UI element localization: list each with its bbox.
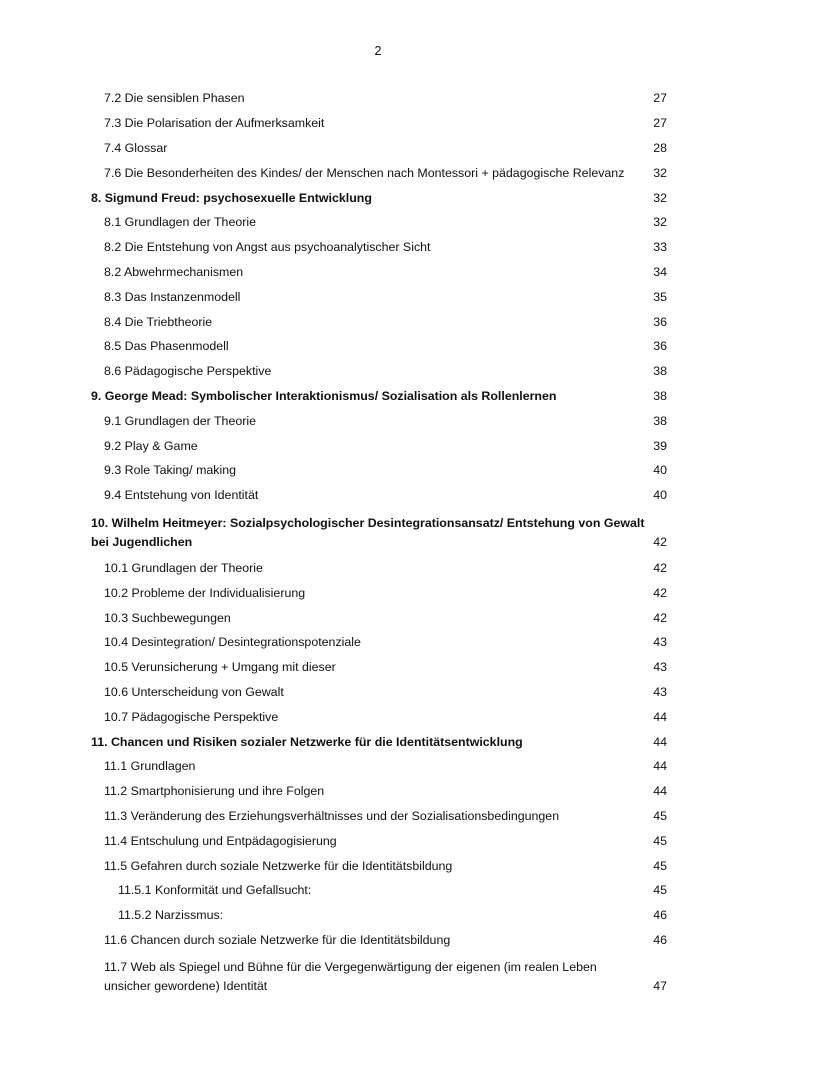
toc-entry-page: 45 <box>653 858 667 873</box>
toc-entry-page: 40 <box>653 463 667 478</box>
toc-entry[interactable] <box>91 384 667 409</box>
toc-entry-page: 40 <box>653 488 667 503</box>
toc-entry-title: 11.5.2 Narzissmus: <box>118 908 224 923</box>
toc-entry-page: 47 <box>653 979 667 994</box>
toc-entry[interactable] <box>91 458 667 483</box>
toc-entry-title: 8.5 Das Phasenmodell <box>104 339 229 354</box>
toc-entry-page: 32 <box>653 215 667 230</box>
toc-entry-page: 44 <box>653 734 667 749</box>
toc-entry-title: 8.2 Abwehrmechanismen <box>104 264 244 279</box>
toc-entry-title: 10.2 Probleme der Individualisierung <box>104 585 306 600</box>
toc-entry[interactable] <box>91 508 667 556</box>
toc-entry[interactable] <box>91 160 667 185</box>
toc-entry[interactable] <box>91 729 667 754</box>
toc-entry-title: 10.6 Unterscheidung von Gewalt <box>104 684 284 699</box>
toc-entry-title: 9.1 Grundlagen der Theorie <box>104 413 257 428</box>
toc-entry-page: 32 <box>653 165 667 180</box>
toc-entry-title: 8.6 Pädagogische Perspektive <box>104 364 272 379</box>
toc-entry-title: 10.7 Pädagogische Perspektive <box>104 709 279 724</box>
toc-entry-title: 11.5.1 Konformität und Gefallsucht: <box>118 883 312 898</box>
toc-entry-page: 38 <box>653 413 667 428</box>
toc-entry-title: 11.4 Entschulung und Entpädagogisierung <box>104 833 337 848</box>
toc-entry[interactable] <box>91 779 667 804</box>
toc-entry[interactable] <box>91 630 667 655</box>
toc-entry-title: 11.5 Gefahren durch soziale Netzwerke für die Identitätsbildung <box>104 858 453 873</box>
toc-entry-page: 45 <box>653 833 667 848</box>
toc-entry[interactable] <box>91 903 667 928</box>
toc-entry-title: 8.2 Die Entstehung von Angst aus psychoanalytischer Sicht <box>104 240 431 255</box>
toc-entry-title: 11.3 Veränderung des Erziehungsverhältnisses und der Sozialisationsbedingungen <box>104 808 560 823</box>
toc-entry-page: 44 <box>653 759 667 774</box>
toc-entry-page: 32 <box>653 190 667 205</box>
toc-entry[interactable] <box>91 853 667 878</box>
toc-entry-page: 45 <box>653 808 667 823</box>
toc-entry[interactable] <box>91 235 667 260</box>
toc-entry-title: 10.1 Grundlagen der Theorie <box>104 560 263 575</box>
toc-entry-title: 7.6 Die Besonderheiten des Kindes/ der Menschen nach Montessori + pädagogische Relevanz <box>104 165 625 180</box>
toc-entry[interactable] <box>91 878 667 903</box>
toc-entry[interactable] <box>91 359 667 384</box>
toc-entry-title: 9. George Mead: Symbolischer Interaktionismus/ Sozialisation als Rollenlernen <box>91 388 557 403</box>
toc-entry-page: 35 <box>653 289 667 304</box>
toc-entry-title: 8. Sigmund Freud: psychosexuelle Entwicklung <box>91 190 372 205</box>
toc-entry[interactable] <box>91 680 667 705</box>
toc-entry-page: 43 <box>653 660 667 675</box>
toc-entry-title: 10.5 Verunsicherung + Umgang mit dieser <box>104 660 336 675</box>
toc-entry-page: 42 <box>653 560 667 575</box>
toc-entry[interactable] <box>91 260 667 285</box>
toc-entry-page: 38 <box>653 364 667 379</box>
toc-entry-title: 10.3 Suchbewegungen <box>104 610 231 625</box>
page-number: 2 <box>374 44 382 58</box>
toc-entry[interactable] <box>91 433 667 458</box>
toc-entry-title: 7.2 Die sensiblen Phasen <box>104 91 245 106</box>
toc-entry-page: 42 <box>653 585 667 600</box>
toc-entry-page: 33 <box>653 240 667 255</box>
toc-entry[interactable] <box>91 111 667 136</box>
toc-entry[interactable] <box>91 483 667 508</box>
toc-entry[interactable] <box>91 185 667 210</box>
toc-entry[interactable] <box>91 655 667 680</box>
toc-entry-page: 36 <box>653 339 667 354</box>
toc-entry-title: 7.3 Die Polarisation der Aufmerksamkeit <box>104 116 325 131</box>
toc-entry-page: 43 <box>653 684 667 699</box>
toc-entry[interactable] <box>91 86 667 111</box>
toc-entry-title: 10.4 Desintegration/ Desintegrationspotenziale <box>104 635 361 650</box>
toc-entry-page: 42 <box>653 534 667 549</box>
toc-entry-page: 46 <box>653 908 667 923</box>
toc-entry[interactable] <box>91 952 667 1000</box>
toc-entry[interactable] <box>91 828 667 853</box>
toc-entry[interactable] <box>91 309 667 334</box>
toc-entry-page: 46 <box>653 932 667 947</box>
toc-entry[interactable] <box>91 408 667 433</box>
table-of-contents <box>91 86 667 1000</box>
toc-entry-page: 44 <box>653 784 667 799</box>
toc-entry[interactable] <box>91 804 667 829</box>
toc-entry[interactable] <box>91 210 667 235</box>
toc-entry-title: 9.3 Role Taking/ making <box>104 463 237 478</box>
toc-entry-page: 38 <box>653 388 667 403</box>
toc-entry[interactable] <box>91 605 667 630</box>
toc-entry-page: 27 <box>653 116 667 131</box>
toc-entry[interactable] <box>91 704 667 729</box>
toc-entry[interactable] <box>91 754 667 779</box>
toc-entry[interactable] <box>91 928 667 953</box>
toc-entry[interactable] <box>91 284 667 309</box>
toc-entry-title: 11. Chancen und Risiken sozialer Netzwerke für die Identitätsentwicklung <box>91 734 523 749</box>
toc-entry-page: 27 <box>653 91 667 106</box>
toc-entry-title: 9.2 Play & Game <box>104 438 198 453</box>
toc-entry-page: 43 <box>653 635 667 650</box>
toc-entry-title: 8.1 Grundlagen der Theorie <box>104 215 257 230</box>
toc-entry-title: 9.4 Entstehung von Identität <box>104 488 259 503</box>
toc-entry[interactable] <box>91 136 667 161</box>
toc-entry-title: 7.4 Glossar <box>104 140 168 155</box>
toc-entry-page: 36 <box>653 314 667 329</box>
toc-entry-page: 42 <box>653 610 667 625</box>
toc-entry-title: 11.7 Web als Spiegel und Bühne für die Vergegenwärtigung der eigenen (im realen Leben unsicher gewordene) Identität <box>104 960 597 994</box>
toc-entry-page: 34 <box>653 264 667 279</box>
toc-entry-title: 8.3 Das Instanzenmodell <box>104 289 241 304</box>
toc-entry[interactable] <box>91 334 667 359</box>
toc-entry-page: 44 <box>653 709 667 724</box>
toc-entry-title: 11.1 Grundlagen <box>104 759 196 774</box>
toc-entry[interactable] <box>91 580 667 605</box>
toc-entry-title: 11.6 Chancen durch soziale Netzwerke für die Identitätsbildung <box>104 932 451 947</box>
toc-entry-page: 28 <box>653 140 667 155</box>
toc-entry-title: 10. Wilhelm Heitmeyer: Sozialpsychologischer Desintegrationsansatz/ Entstehung von Gewalt bei Jugendlichen <box>91 515 645 549</box>
toc-entry-page: 39 <box>653 438 667 453</box>
toc-entry-title: 8.4 Die Triebtheorie <box>104 314 213 329</box>
toc-entry[interactable] <box>91 556 667 581</box>
toc-entry-title: 11.2 Smartphonisierung und ihre Folgen <box>104 784 325 799</box>
toc-entry-page: 45 <box>653 883 667 898</box>
